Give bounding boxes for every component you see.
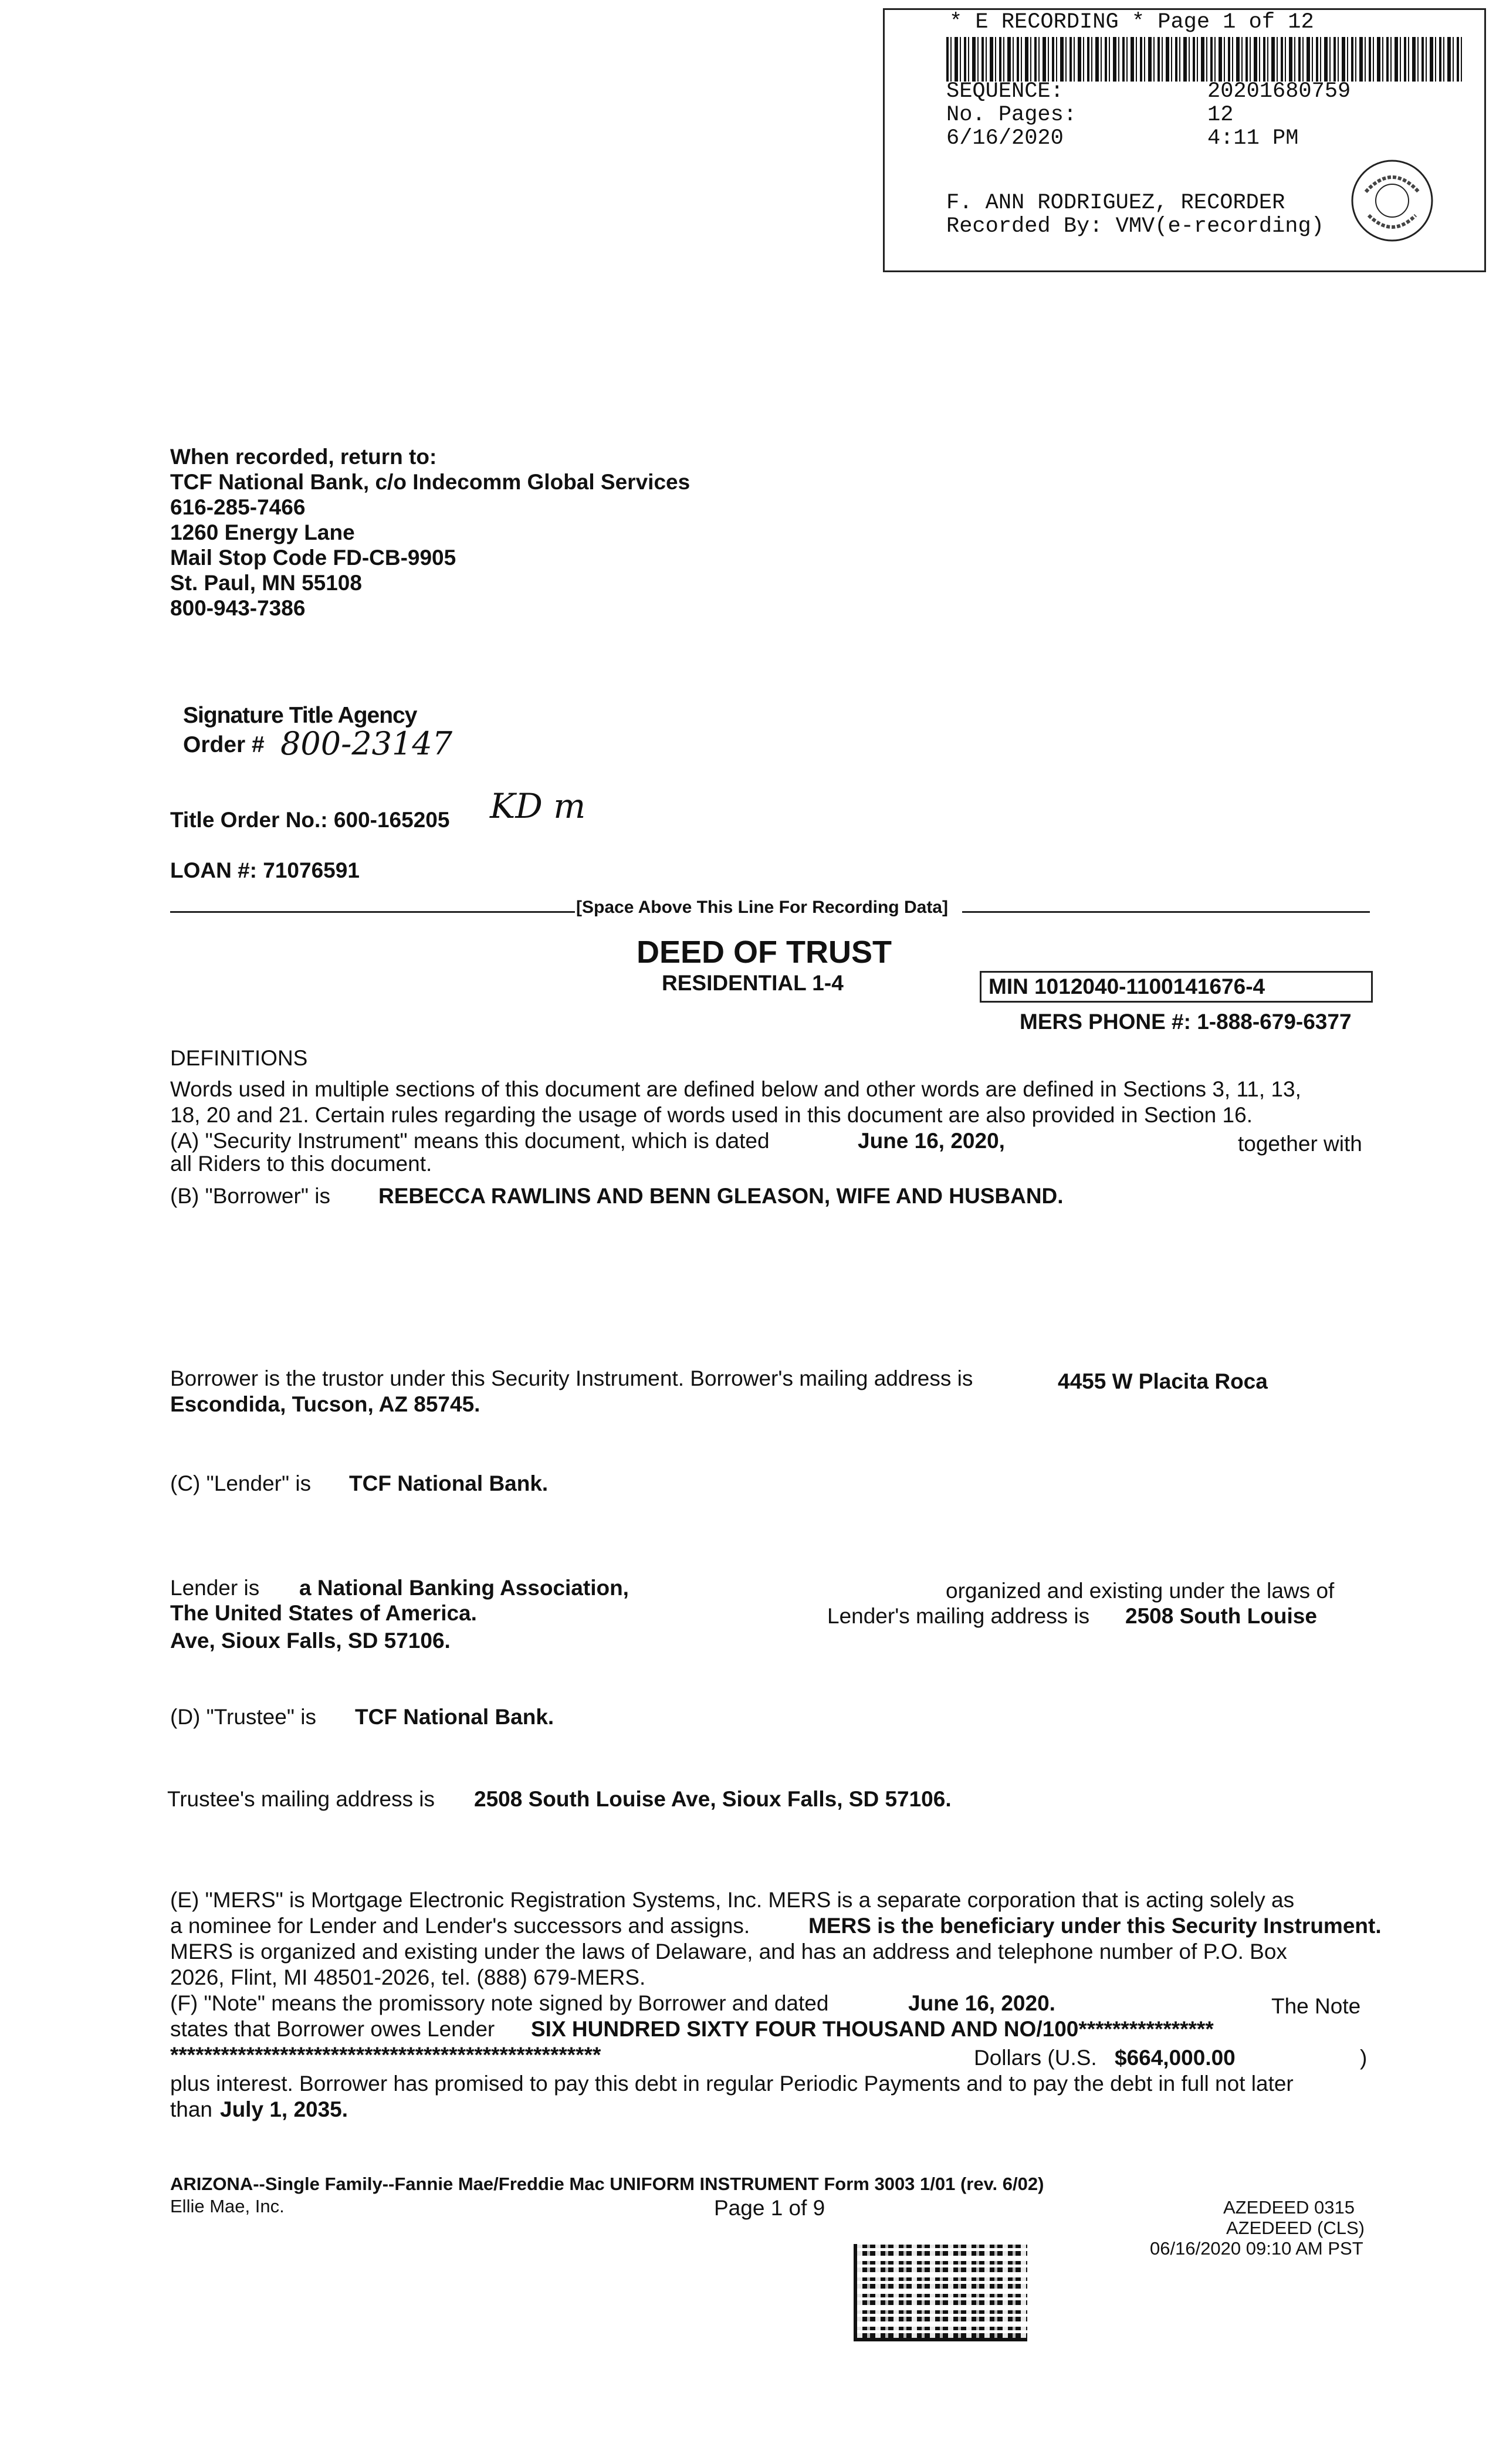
definitions-intro: Words used in multiple sections of this document are defined below and other words are defined in Sections 3, 11, 13, <box>170 1077 1301 1101</box>
dollars-label: Dollars (U.S. <box>974 2046 1097 2070</box>
mers-phone: MERS PHONE #: 1-888-679-6377 <box>1020 1010 1352 1034</box>
vendor-name: Ellie Mae, Inc. <box>170 2196 285 2216</box>
closing-paren: ) <box>1360 2046 1368 2070</box>
recording-stamp-box <box>883 8 1486 272</box>
borrower-names: REBECCA RAWLINS AND BENN GLEASON, WIFE AND HUSBAND. <box>378 1184 1064 1208</box>
return-address-line: TCF National Bank, c/o Indecomm Global Services <box>170 470 691 494</box>
definition-e: MERS is organized and existing under the laws of Delaware, and has an address and telephone number of P.O. Box <box>170 1940 1287 1964</box>
asterisk-filler: *************************************************** <box>170 2043 601 2067</box>
borrower-trustor-text: Borrower is the trustor under this Security Instrument. Borrower's mailing address is <box>170 1366 973 1390</box>
order-number-handwritten: 800-23147 <box>280 725 453 762</box>
space-above-note: [Space Above This Line For Recording Data] <box>576 898 948 917</box>
recorder-name: F. ANN RODRIGUEZ, RECORDER <box>946 191 1285 215</box>
document-title: DEED OF TRUST <box>637 935 892 970</box>
definition-a-suffix: together with <box>1238 1132 1362 1156</box>
definition-f-suffix: The Note <box>1271 1994 1361 2018</box>
lender-organized-text: organized and existing under the laws of <box>946 1579 1335 1603</box>
return-address-line: 800-943-7386 <box>170 596 306 620</box>
lender-country: The United States of America. <box>170 1601 477 1625</box>
return-address-line: 1260 Energy Lane <box>170 520 355 544</box>
order-label: Order # <box>183 732 265 757</box>
definition-e: a nominee for Lender and Lender's successors and assigns. <box>170 1914 750 1938</box>
return-address-line: Mail Stop Code FD-CB-9905 <box>170 546 456 570</box>
definition-a-line2: all Riders to this document. <box>170 1152 432 1176</box>
definitions-intro: 18, 20 and 21. Certain rules regarding the usage of words used in this document are also provided in Section 16. <box>170 1103 1253 1127</box>
security-instrument-date: June 16, 2020, <box>858 1129 1005 1153</box>
recording-date: 6/16/2020 <box>946 126 1064 151</box>
definition-e: (E) "MERS" is Mortgage Electronic Registration Systems, Inc. MERS is a separate corporation that is acting solely as <box>170 1888 1295 1912</box>
lender-address: Ave, Sioux Falls, SD 57106. <box>170 1629 451 1653</box>
pages-label: No. Pages: <box>946 103 1077 127</box>
county-seal-icon <box>1348 157 1436 245</box>
loan-amount-words: SIX HUNDRED SIXTY FOUR THOUSAND AND NO/100**************** <box>531 2017 1214 2041</box>
return-address-line: 616-285-7466 <box>170 495 306 519</box>
lender-type: a National Banking Association, <box>299 1576 629 1600</box>
sequence-label: SEQUENCE: <box>946 79 1064 104</box>
document-subtitle: RESIDENTIAL 1-4 <box>662 971 844 995</box>
recording-barcode <box>946 37 1463 82</box>
borrower-address: 4455 W Placita Roca <box>1058 1369 1268 1393</box>
definition-f: (F) "Note" means the promissory note signed by Borrower and dated <box>170 1991 829 2015</box>
return-address-line: St. Paul, MN 55108 <box>170 571 362 595</box>
trustee-name: TCF National Bank. <box>355 1705 554 1729</box>
divider-right <box>962 911 1370 913</box>
definition-c: (C) "Lender" is <box>170 1471 312 1495</box>
lender-mailing-label: Lender's mailing address is <box>827 1604 1090 1628</box>
definition-f: plus interest. Borrower has promised to pay this debt in regular Periodic Payments and to pay the debt in full not later <box>170 2072 1294 2096</box>
print-timestamp: 06/16/2020 09:10 AM PST <box>1150 2238 1363 2259</box>
recorded-by: Recorded By: VMV(e-recording) <box>946 214 1324 239</box>
definition-e: 2026, Flint, MI 48501-2026, tel. (888) 679-MERS. <box>170 1965 646 1989</box>
definition-f: states that Borrower owes Lender <box>170 2017 495 2041</box>
mers-beneficiary: MERS is the beneficiary under this Security Instrument. <box>808 1914 1382 1938</box>
borrower-address: Escondida, Tucson, AZ 85745. <box>170 1392 480 1416</box>
loan-number: LOAN #: 71076591 <box>170 858 360 882</box>
trustee-mailing-label: Trustee's mailing address is <box>167 1787 435 1811</box>
lender-name: TCF National Bank. <box>349 1471 549 1495</box>
form-identifier: ARIZONA--Single Family--Fannie Mae/Freddie Mac UNIFORM INSTRUMENT Form 3003 1/01 (rev. 6/02) <box>170 2174 1044 2194</box>
return-address-line: When recorded, return to: <box>170 445 437 469</box>
pages-value: 12 <box>1207 103 1234 127</box>
form-code: AZEDEED (CLS) <box>1226 2218 1365 2238</box>
lender-address: 2508 South Louise <box>1125 1604 1317 1628</box>
form-code: AZEDEED 0315 <box>1223 2197 1355 2218</box>
definition-d: (D) "Trustee" is <box>170 1705 316 1729</box>
title-order-number: Title Order No.: 600-165205 <box>170 808 450 832</box>
recording-header: * E RECORDING * Page 1 of 12 <box>949 10 1314 35</box>
recording-time: 4:11 PM <box>1207 126 1299 151</box>
sequence-value: 20201680759 <box>1207 79 1351 104</box>
page-number: Page 1 of 9 <box>714 2196 825 2220</box>
definition-f: than <box>170 2097 213 2121</box>
lender-is-label: Lender is <box>170 1576 260 1600</box>
loan-amount: $664,000.00 <box>1115 2046 1236 2070</box>
note-date: June 16, 2020. <box>908 1991 1055 2015</box>
divider-left <box>170 911 575 913</box>
datamatrix-barcode <box>854 2244 1027 2341</box>
definition-b: (B) "Borrower" is <box>170 1184 330 1208</box>
title-agency-stamp: Signature Title Agency <box>183 703 417 728</box>
min-number-box: MIN 1012040-1100141676-4 <box>980 971 1373 1003</box>
definitions-heading: DEFINITIONS <box>170 1046 308 1070</box>
handwritten-initials: KD m <box>490 786 586 826</box>
definition-a: (A) "Security Instrument" means this document, which is dated <box>170 1129 770 1153</box>
trustee-address: 2508 South Louise Ave, Sioux Falls, SD 57106. <box>474 1787 952 1811</box>
maturity-date: July 1, 2035. <box>220 2097 348 2121</box>
